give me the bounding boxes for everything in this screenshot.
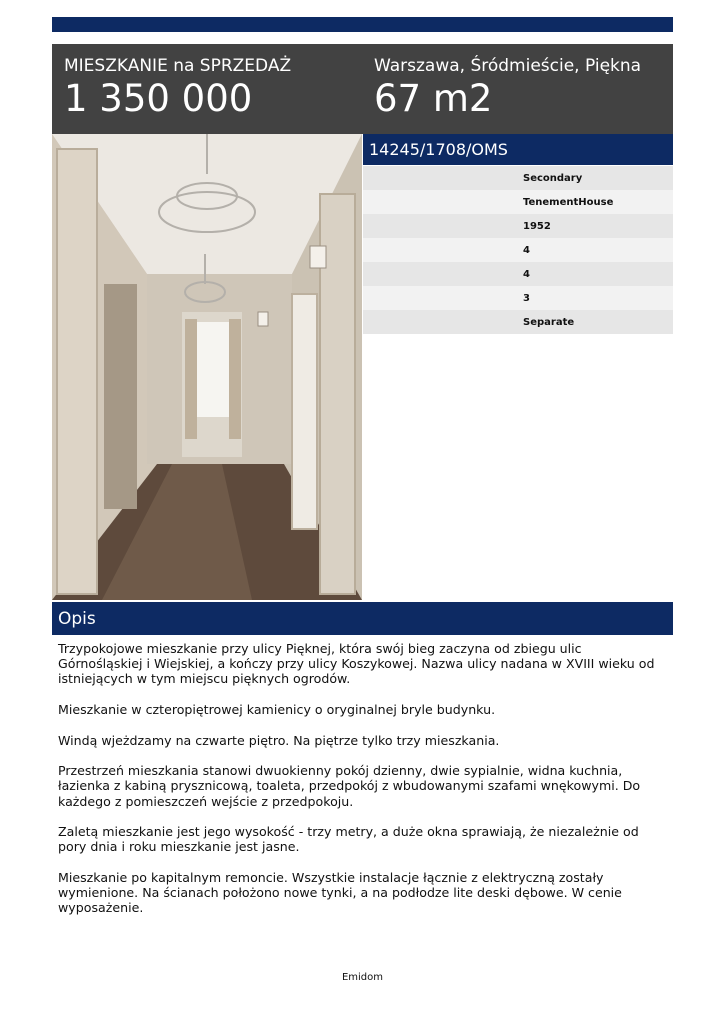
detail-row [363,238,673,262]
detail-row [363,214,673,238]
description-heading: Opis [58,609,96,629]
detail-value: Secondary [523,173,583,184]
detail-row [363,262,673,286]
description-paragraph: Mieszkanie w czteropiętrowej kamienicy o oryginalnej bryle budynku. [58,702,496,717]
description-body [58,641,670,931]
reference-number: 14245/1708/OMS [369,140,508,159]
apartment-hallway-photo [52,134,362,600]
description-heading-bar [52,602,673,635]
detail-value: 3 [523,293,530,304]
header-right [374,56,641,120]
listing-price: 1 350 000 [64,77,253,120]
detail-value: 4 [523,245,530,256]
listing-area: 67 m2 [374,77,493,120]
detail-value: 1952 [523,221,551,232]
detail-value: TenementHouse [523,197,614,208]
listing-type: MIESZKANIE na SPRZEDAŻ [64,56,292,76]
description-paragraph: Windą wjeżdzamy na czwarte piętro. Na piętrze tylko trzy mieszkania. [58,732,500,748]
detail-row [363,310,673,334]
header-left [64,56,291,120]
listing-location: Warszawa, Śródmieście, Piękna [374,56,642,76]
description-paragraph: Przestrzeń mieszkania stanowi dwuokienny pokój dzienny, dwie sypialnie, widna kuchnia, łazienka z kabiną prysznicową, toaleta, przedpokój z wbudowanymi szafami wnękowymi. Do każdego z pomieszczeń wejście z przedpokoju. [58,763,641,809]
detail-value: Separate [523,317,575,328]
detail-row [363,166,673,190]
detail-row [363,190,673,214]
details-table [363,166,673,334]
description-paragraph: Mieszkanie po kapitalnym remoncie. Wszystkie instalacje łącznie z elektryczną zostały wymienione. Na ścianach położono nowe tynki, a na podłodze lite deski dębowe. W cenie wyposażenie. [58,869,622,916]
reference-bar [363,134,673,165]
detail-row [363,286,673,310]
top-accent-bar [52,17,673,32]
footer-agency: Emidom [341,972,384,983]
listing-header [52,44,673,134]
description-paragraph: Zaletą mieszkanie jest jego wysokość - trzy metry, a duże okna sprawiają, że niezależnie od pory dnia i roku mieszkanie jest jasne. [58,824,639,855]
detail-value: 4 [523,269,530,280]
description-paragraph: Trzypokojowe mieszkanie przy ulicy Pięknej, która swój bieg zaczyna od zbiegu ulic Górnośląskiej i Wiejskiej, a kończy przy ulicy Koszykowej. Nazwa ulicy nadana w XVIII wieku od istniejących w tym miejscu pięknych ogrodów. [58,641,655,687]
